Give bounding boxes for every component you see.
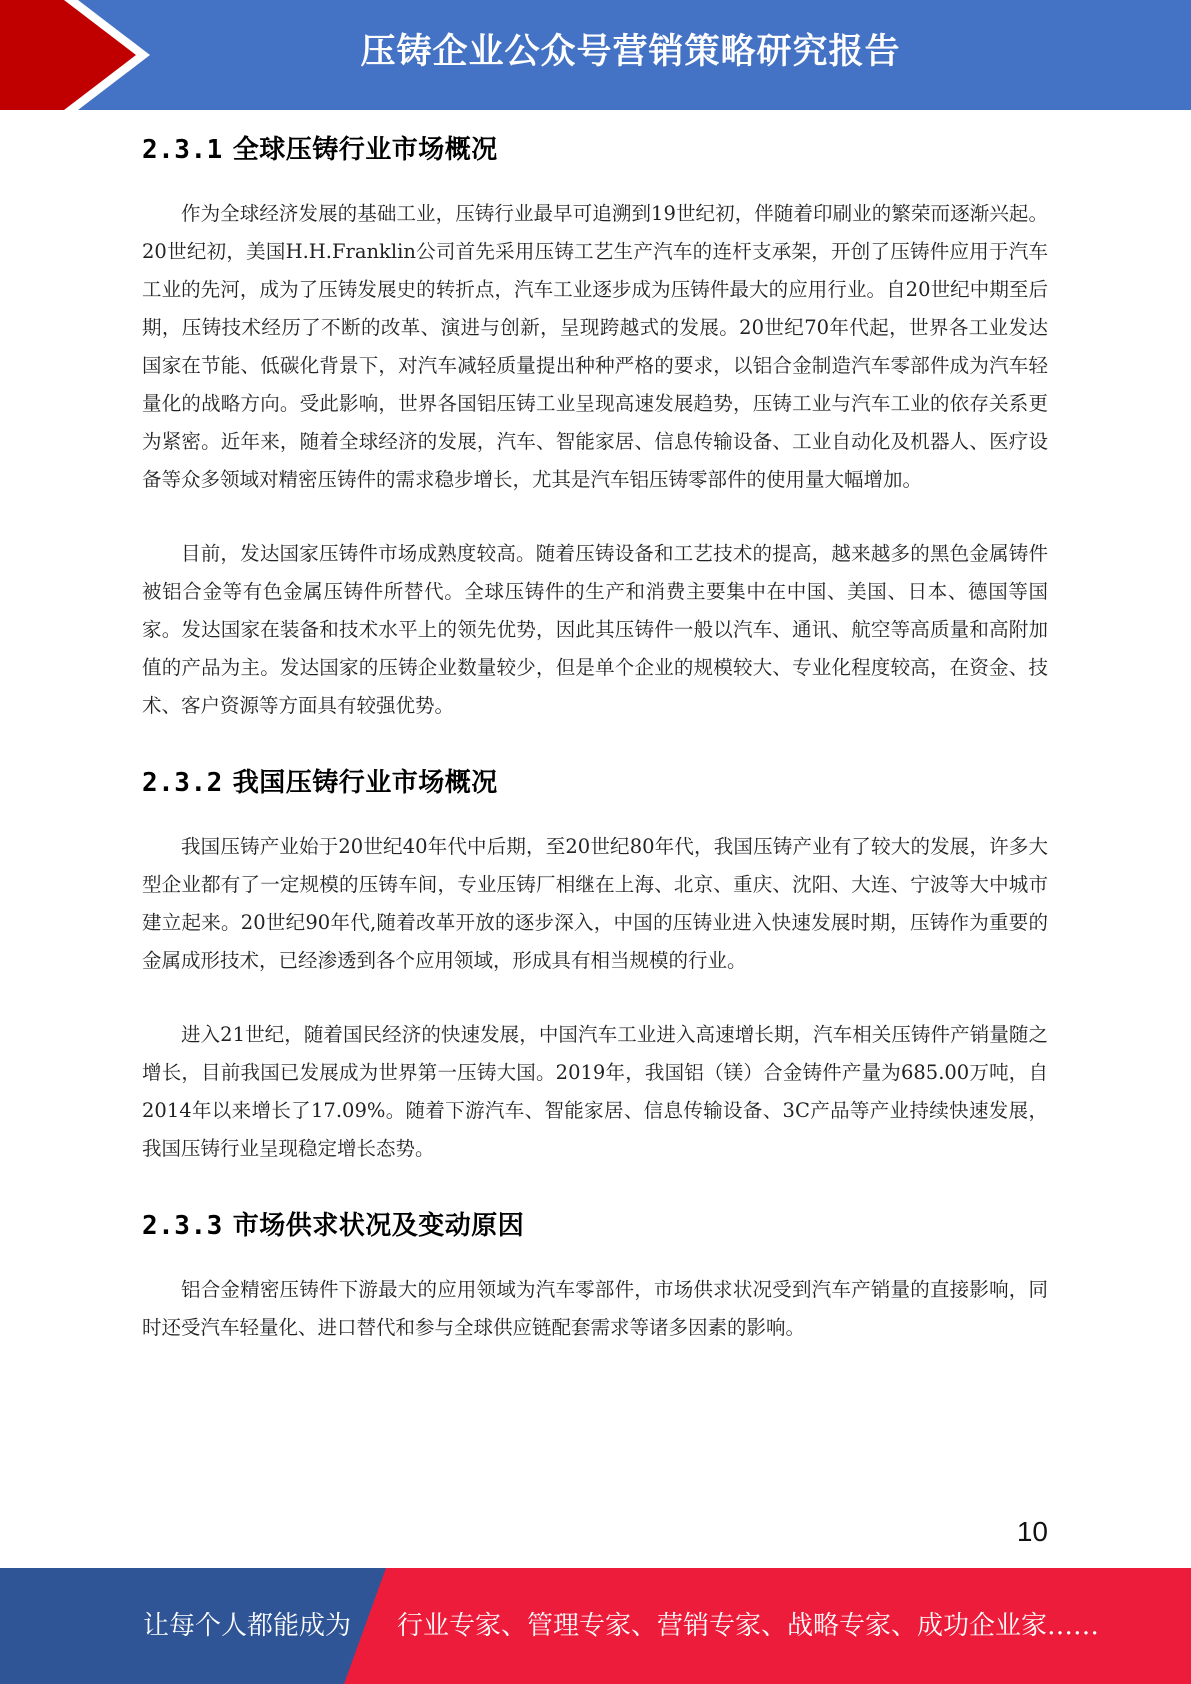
- main-content: [142, 130, 1048, 1347]
- section-number: 2.3.2: [142, 768, 223, 798]
- report-title: 压铸企业公众号营销策略研究报告: [360, 32, 901, 72]
- section-title: 市场供求状况及变动原因: [232, 1211, 525, 1241]
- paragraph: 进入21世纪，随着国民经济的快速发展，中国汽车工业进入高速增长期，汽车相关压铸件产销量随之增长，目前我国已发展成为世界第一压铸大国。2019年，我国铝（镁）合金铸件产量为685.00万吨，自2014年以来增长了17.09%。随着下游汽车、智能家居、信息传输设备、3C产品等产业持续快速发展，我国压铸行业呈现稳定增长态势。: [142, 1023, 1048, 1160]
- header-chevron-decoration: [0, 0, 150, 110]
- paragraph: 作为全球经济发展的基础工业，压铸行业最早可追溯到19世纪初，伴随着印刷业的繁荣而逐渐兴起。20世纪初，美国H.H.Franklin公司首先采用压铸工艺生产汽车的连杆支承架，开创了压铸件应用于汽车工业的先河，成为了压铸发展史的转折点，汽车工业逐步成为压铸件最大的应用行业。自20世纪中期至后期，压铸技术经历了不断的改革、演进与创新，呈现跨越式的发展。20世纪70年代起，世界各工业发达国家在节能、低碳化背景下，对汽车减轻质量提出种种严格的要求，以铝合金制造汽车零部件成为汽车轻量化的战略方向。受此影响，世界各国铝压铸工业呈现高速发展趋势，压铸工业与汽车工业的依存关系更为紧密。近年来，随着全球经济的发展，汽车、智能家居、信息传输设备、工业自动化及机器人、医疗设备等众多领域对精密压铸件的需求稳步增长，尤其是汽车铝压铸零部件的使用量大幅增加。: [142, 202, 1048, 491]
- footer-slogan-right: 行业专家、管理专家、营销专家、战略专家、成功企业家……: [397, 1611, 1100, 1641]
- section-number: 2.3.3: [142, 1211, 223, 1241]
- section-title: 全球压铸行业市场概况: [232, 135, 498, 165]
- section-heading: [142, 130, 1048, 170]
- paragraph: 铝合金精密压铸件下游最大的应用领域为汽车零部件，市场供求状况受到汽车产销量的直接影响，同时还受汽车轻量化、进口替代和参与全球供应链配套需求等诸多因素的影响。: [142, 1278, 1048, 1339]
- section-heading: [142, 1206, 1048, 1246]
- page-footer: [0, 1568, 1191, 1684]
- page-number: 10: [1016, 1516, 1048, 1547]
- section-number: 2.3.1: [142, 135, 223, 165]
- footer-slogan-left: 让每个人都能成为: [143, 1611, 352, 1641]
- page-header: [0, 0, 1191, 110]
- section-title: 我国压铸行业市场概况: [232, 768, 498, 798]
- paragraph: 目前，发达国家压铸件市场成熟度较高。随着压铸设备和工艺技术的提高，越来越多的黑色金属铸件被铝合金等有色金属压铸件所替代。全球压铸件的生产和消费主要集中在中国、美国、日本、德国等国家。发达国家在装备和技术水平上的领先优势，因此其压铸件一般以汽车、通讯、航空等高质量和高附加值的产品为主。发达国家的压铸企业数量较少，但是单个企业的规模较大、专业化程度较高，在资金、技术、客户资源等方面具有较强优势。: [142, 542, 1048, 717]
- section-heading: [142, 763, 1048, 803]
- paragraph: 我国压铸产业始于20世纪40年代中后期，至20世纪80年代，我国压铸产业有了较大的发展，许多大型企业都有了一定规模的压铸车间，专业压铸厂相继在上海、北京、重庆、沈阳、大连、宁波等大中城市建立起来。20世纪90年代,随着改革开放的逐步深入，中国的压铸业进入快速发展时期，压铸作为重要的金属成形技术，已经渗透到各个应用领域，形成具有相当规模的行业。: [142, 835, 1048, 972]
